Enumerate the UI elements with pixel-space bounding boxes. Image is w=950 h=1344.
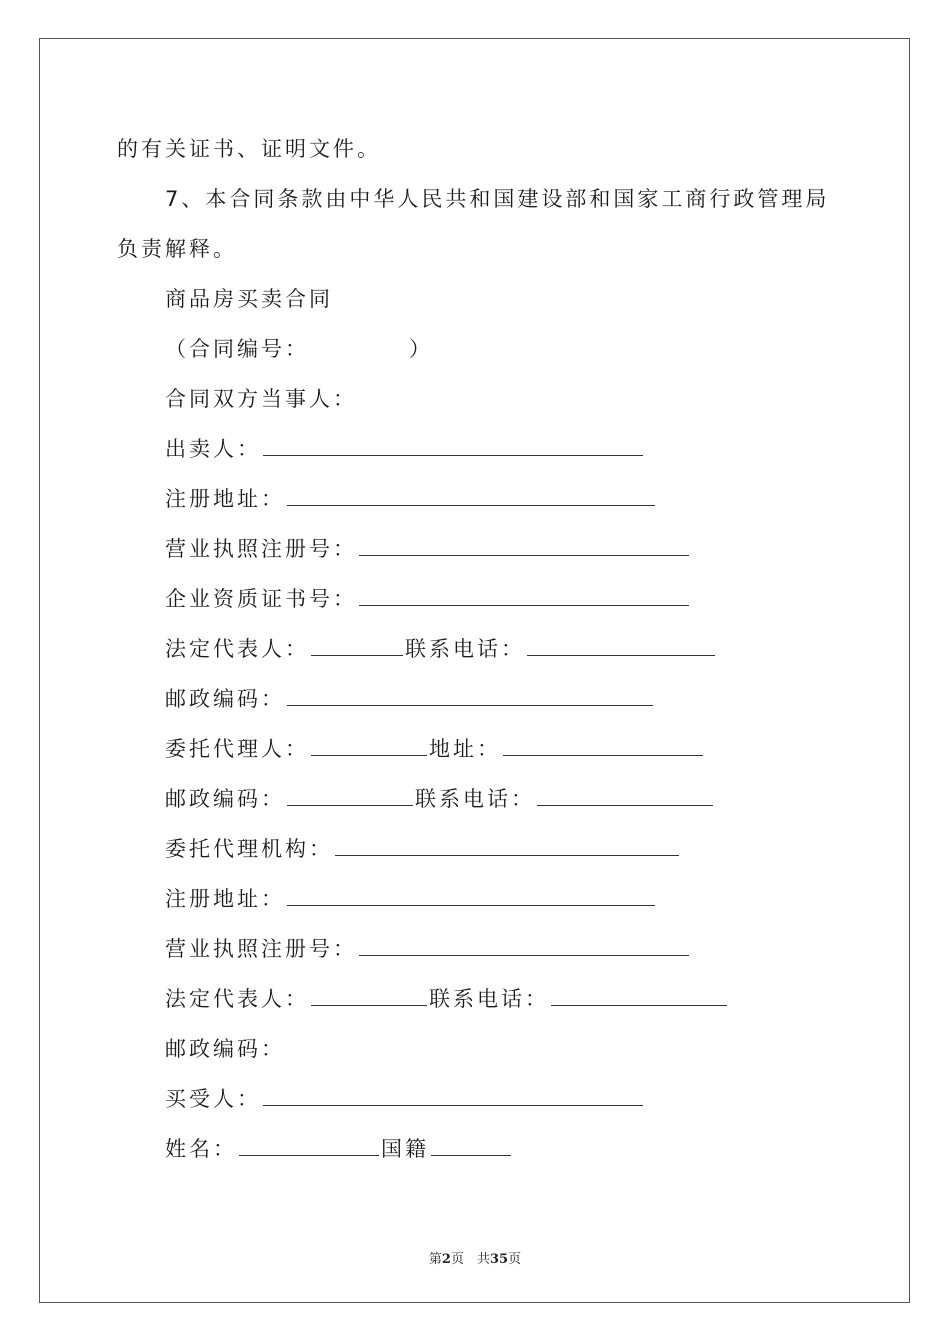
label: 注册地址：: [165, 487, 285, 511]
address-field[interactable]: [287, 485, 655, 506]
representative-line: [165, 984, 729, 1014]
postcode-field[interactable]: [287, 785, 413, 806]
address-line: [165, 884, 657, 914]
page-number: 2: [441, 1252, 451, 1267]
label: 联系电话：: [405, 637, 525, 661]
address-field[interactable]: [287, 885, 655, 906]
label: 买受人：: [165, 1087, 261, 1111]
label: 委托代理人：: [165, 737, 309, 761]
qualification-field[interactable]: [359, 585, 689, 606]
contract-number-line: [165, 334, 433, 364]
license-line: [165, 534, 691, 564]
agent-line: [165, 734, 705, 764]
postcode-line: [165, 684, 655, 714]
label: 国籍: [381, 1137, 429, 1161]
postcode-line: [165, 1034, 285, 1064]
agency-line: [165, 834, 681, 864]
agent-field[interactable]: [311, 735, 427, 756]
label: 联系电话：: [429, 987, 549, 1011]
label: 邮政编码：: [165, 787, 285, 811]
license-field[interactable]: [359, 535, 689, 556]
text: 7、本合同条款由中华人民共和国建设部和国家工商行政管理局: [165, 187, 830, 211]
text-line: [117, 234, 237, 264]
label: 营业执照注册号：: [165, 937, 357, 961]
footer-text: 第: [428, 1252, 442, 1267]
agency-field[interactable]: [335, 835, 679, 856]
nationality-field[interactable]: [431, 1135, 511, 1156]
name-field[interactable]: [239, 1135, 379, 1156]
label: 联系电话：: [415, 787, 535, 811]
phone-field[interactable]: [537, 785, 713, 806]
label: 邮政编码：: [165, 1037, 285, 1061]
label: 出卖人：: [165, 437, 261, 461]
contract-title: [165, 284, 333, 314]
label: 营业执照注册号：: [165, 537, 357, 561]
representative-field[interactable]: [311, 985, 427, 1006]
phone-field[interactable]: [527, 635, 715, 656]
qualification-line: [165, 584, 691, 614]
representative-field[interactable]: [311, 635, 403, 656]
buyer-field[interactable]: [263, 1085, 643, 1106]
label: 邮政编码：: [165, 687, 285, 711]
license-field[interactable]: [359, 935, 689, 956]
text-line: [165, 184, 829, 214]
page-footer: [0, 1248, 950, 1267]
footer-text: 页 共: [450, 1252, 490, 1267]
postcode-field[interactable]: [287, 685, 653, 706]
text: 合同双方当事人：: [165, 387, 357, 411]
label: 委托代理机构：: [165, 837, 333, 861]
seller-field[interactable]: [263, 435, 643, 456]
text: （合同编号：: [165, 337, 309, 361]
license-line: [165, 934, 691, 964]
seller-line: [165, 434, 645, 464]
total-pages: 35: [489, 1252, 509, 1267]
postcode-phone-line: [165, 784, 715, 814]
name-nationality-line: [165, 1134, 513, 1164]
text: 商品房买卖合同: [165, 287, 333, 311]
label: 企业资质证书号：: [165, 587, 357, 611]
text-line: [117, 134, 381, 164]
label: 注册地址：: [165, 887, 285, 911]
representative-line: [165, 634, 717, 664]
phone-field[interactable]: [551, 985, 727, 1006]
agent-address-field[interactable]: [503, 735, 703, 756]
label: 地址：: [429, 737, 501, 761]
footer-text: 页: [508, 1252, 522, 1267]
label: 法定代表人：: [165, 987, 309, 1011]
address-line: [165, 484, 657, 514]
text: ）: [409, 337, 433, 361]
label: 法定代表人：: [165, 637, 309, 661]
label: 姓名：: [165, 1137, 237, 1161]
text-line: [165, 384, 357, 414]
buyer-line: [165, 1084, 645, 1114]
text: 的有关证书、证明文件。: [117, 137, 381, 161]
text: 负责解释。: [117, 237, 237, 261]
